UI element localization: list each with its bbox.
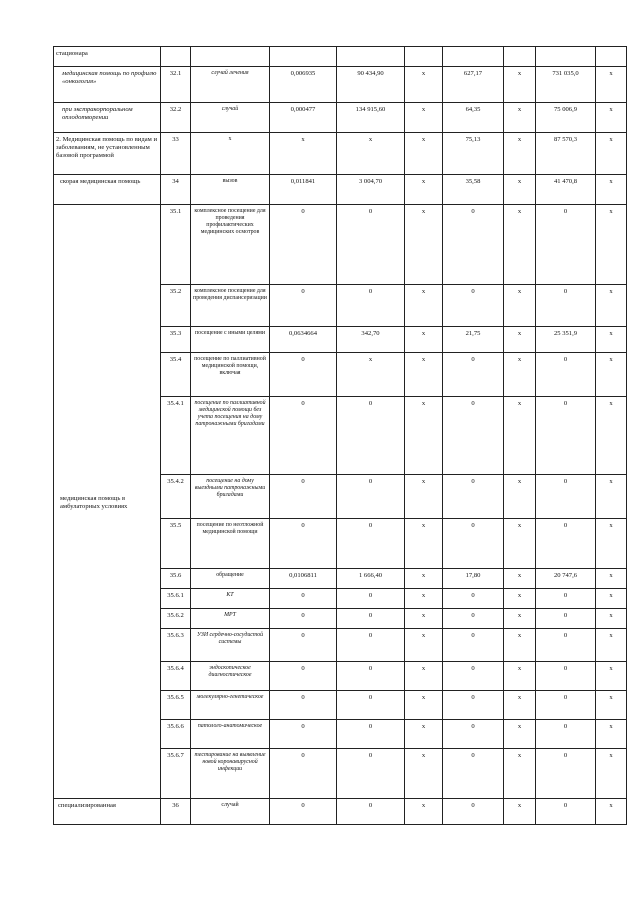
value-cell-c5: х [504, 175, 536, 205]
value-cell-c7: х [596, 175, 627, 205]
value-cell-c4: 0 [443, 397, 504, 475]
value-cell-c2: 3 004,70 [337, 175, 405, 205]
value-cell-c7: х [596, 327, 627, 353]
value-cell-c1: 0,0634664 [270, 327, 337, 353]
unit-of-measure: МРТ [191, 609, 270, 629]
value-cell-c7: х [596, 103, 627, 133]
table-body [54, 47, 627, 825]
value-cell-c2: х [337, 133, 405, 175]
value-cell-c5 [504, 47, 536, 67]
row-number: 35.6.3 [161, 629, 191, 662]
table-row [54, 133, 627, 175]
value-cell-c2: 0 [337, 662, 405, 691]
value-cell-c4: 0 [443, 475, 504, 519]
value-cell-c2: х [337, 353, 405, 397]
row-number: 35.5 [161, 519, 191, 569]
value-cell-c6: 75 006,9 [536, 103, 596, 133]
table-row [54, 103, 627, 133]
unit-of-measure: комплексное посещение для проведения диспансеризации [191, 285, 270, 327]
value-cell-c1 [270, 47, 337, 67]
value-cell-c1: 0 [270, 285, 337, 327]
table-row [54, 67, 627, 103]
value-cell-c1: 0 [270, 397, 337, 475]
value-cell-c2: 0 [337, 519, 405, 569]
value-cell-c4: 0 [443, 662, 504, 691]
value-cell-c7: х [596, 629, 627, 662]
value-cell-c3: х [405, 285, 443, 327]
value-cell-c6: 0 [536, 691, 596, 720]
value-cell-c5: х [504, 662, 536, 691]
value-cell-c5: х [504, 589, 536, 609]
value-cell-c4: 75,13 [443, 133, 504, 175]
unit-of-measure: посещение с иными целями [191, 327, 270, 353]
value-cell-c7: х [596, 397, 627, 475]
value-cell-c4: 0 [443, 609, 504, 629]
value-cell-c6: 0 [536, 519, 596, 569]
row-number: 35.6.6 [161, 720, 191, 749]
value-cell-c7: х [596, 720, 627, 749]
unit-of-measure: КТ [191, 589, 270, 609]
value-cell-c6: 0 [536, 353, 596, 397]
value-cell-c6: 731 035,0 [536, 67, 596, 103]
value-cell-c4: 0 [443, 353, 504, 397]
value-cell-c5: х [504, 519, 536, 569]
value-cell-c6: 0 [536, 749, 596, 799]
value-cell-c4: 0 [443, 749, 504, 799]
value-cell-c4 [443, 47, 504, 67]
value-cell-c1: 0 [270, 799, 337, 825]
value-cell-c4: 0 [443, 589, 504, 609]
table-row [54, 205, 627, 285]
value-cell-c5: х [504, 720, 536, 749]
value-cell-c5: х [504, 133, 536, 175]
value-cell-c1: 0 [270, 629, 337, 662]
value-cell-c5: х [504, 691, 536, 720]
table-row [54, 799, 627, 825]
value-cell-c6: 0 [536, 285, 596, 327]
value-cell-c2: 0 [337, 720, 405, 749]
value-cell-c3: х [405, 609, 443, 629]
value-cell-c5: х [504, 475, 536, 519]
value-cell-c4: 627,17 [443, 67, 504, 103]
value-cell-c7: х [596, 589, 627, 609]
value-cell-c7 [596, 47, 627, 67]
value-cell-c2: 134 915,60 [337, 103, 405, 133]
value-cell-c2: 0 [337, 629, 405, 662]
unit-of-measure [191, 47, 270, 67]
value-cell-c1: 0 [270, 589, 337, 609]
value-cell-c7: х [596, 799, 627, 825]
value-cell-c3 [405, 47, 443, 67]
value-cell-c2: 0 [337, 589, 405, 609]
value-cell-c4: 17,80 [443, 569, 504, 589]
value-cell-c6: 0 [536, 397, 596, 475]
value-cell-c5: х [504, 205, 536, 285]
value-cell-c1: 0 [270, 720, 337, 749]
unit-of-measure: случай лечения [191, 67, 270, 103]
row-number: 35.6.4 [161, 662, 191, 691]
value-cell-c2: 0 [337, 609, 405, 629]
value-cell-c3: х [405, 133, 443, 175]
unit-of-measure: молекулярно-генетическое [191, 691, 270, 720]
value-cell-c7: х [596, 749, 627, 799]
row-name: 2. Медицинская помощь по видам и заболеваниям, не установленным базовой программой [54, 133, 161, 175]
unit-of-measure: посещение по паллиативной медицинской помощи без учета посещения на дому патронажными бригадами [191, 397, 270, 475]
value-cell-c3: х [405, 662, 443, 691]
value-cell-c3: х [405, 691, 443, 720]
value-cell-c5: х [504, 609, 536, 629]
value-cell-c7: х [596, 475, 627, 519]
value-cell-c2: 342,70 [337, 327, 405, 353]
value-cell-c1: 0 [270, 205, 337, 285]
value-cell-c1: 0,011841 [270, 175, 337, 205]
row-number: 35.2 [161, 285, 191, 327]
value-cell-c3: х [405, 799, 443, 825]
unit-of-measure: патолого-анатомическое [191, 720, 270, 749]
row-number: 35.6 [161, 569, 191, 589]
unit-of-measure: посещение по паллиативной медицинской помощи, включая [191, 353, 270, 397]
value-cell-c7: х [596, 205, 627, 285]
value-cell-c4: 0 [443, 519, 504, 569]
row-number: 35.4.2 [161, 475, 191, 519]
value-cell-c6: 0 [536, 799, 596, 825]
value-cell-c7: х [596, 133, 627, 175]
value-cell-c2: 0 [337, 799, 405, 825]
row-name: скорая медицинская помощь [54, 175, 161, 205]
unit-of-measure: обращение [191, 569, 270, 589]
value-cell-c7: х [596, 662, 627, 691]
value-cell-c4: 64,35 [443, 103, 504, 133]
unit-of-measure: комплексное посещение для проведения профилактических медицинских осмотров [191, 205, 270, 285]
value-cell-c5: х [504, 569, 536, 589]
value-cell-c5: х [504, 327, 536, 353]
value-cell-c4: 0 [443, 205, 504, 285]
value-cell-c3: х [405, 175, 443, 205]
value-cell-c6: 20 747,6 [536, 569, 596, 589]
value-cell-c5: х [504, 397, 536, 475]
value-cell-c2: 0 [337, 397, 405, 475]
value-cell-c1: 0 [270, 662, 337, 691]
value-cell-c5: х [504, 103, 536, 133]
group-name: медицинская помощь в амбулаторных условиях [54, 205, 161, 799]
row-name: специализированная [54, 799, 161, 825]
value-cell-c3: х [405, 205, 443, 285]
row-number: 34 [161, 175, 191, 205]
value-cell-c3: х [405, 569, 443, 589]
value-cell-c3: х [405, 589, 443, 609]
value-cell-c4: 0 [443, 629, 504, 662]
row-number: 32.2 [161, 103, 191, 133]
unit-of-measure: эндоскопическое диагностическое [191, 662, 270, 691]
value-cell-c5: х [504, 67, 536, 103]
value-cell-c3: х [405, 720, 443, 749]
unit-of-measure: тестирование на выявление новой коронавирусной инфекции [191, 749, 270, 799]
value-cell-c2: 0 [337, 691, 405, 720]
value-cell-c5: х [504, 629, 536, 662]
value-cell-c7: х [596, 67, 627, 103]
table-row [54, 175, 627, 205]
value-cell-c6: 0 [536, 662, 596, 691]
value-cell-c6: 0 [536, 720, 596, 749]
row-number: 35.1 [161, 205, 191, 285]
value-cell-c1: 0 [270, 749, 337, 799]
value-cell-c5: х [504, 285, 536, 327]
value-cell-c6 [536, 47, 596, 67]
row-number: 35.3 [161, 327, 191, 353]
value-cell-c2: 0 [337, 285, 405, 327]
value-cell-c6: 41 470,8 [536, 175, 596, 205]
table-row [54, 47, 627, 67]
value-cell-c2: 0 [337, 475, 405, 519]
unit-of-measure: х [191, 133, 270, 175]
value-cell-c3: х [405, 397, 443, 475]
value-cell-c6: 0 [536, 609, 596, 629]
document-page [53, 46, 626, 825]
row-number: 35.4.1 [161, 397, 191, 475]
value-cell-c2 [337, 47, 405, 67]
unit-of-measure: случай [191, 103, 270, 133]
value-cell-c4: 0 [443, 691, 504, 720]
value-cell-c3: х [405, 353, 443, 397]
value-cell-c6: 0 [536, 589, 596, 609]
row-number: 35.6.1 [161, 589, 191, 609]
value-cell-c7: х [596, 569, 627, 589]
value-cell-c1: 0 [270, 353, 337, 397]
row-name: стационара [54, 47, 161, 67]
value-cell-c6: 87 570,3 [536, 133, 596, 175]
value-cell-c6: 25 351,9 [536, 327, 596, 353]
value-cell-c1: 0,0106811 [270, 569, 337, 589]
row-number: 35.4 [161, 353, 191, 397]
row-name: медицинская помощь по профилю «онкология» [54, 67, 161, 103]
value-cell-c4: 0 [443, 799, 504, 825]
unit-of-measure: посещение по неотложной медицинской помощи [191, 519, 270, 569]
value-cell-c6: 0 [536, 629, 596, 662]
row-number: 35.6.5 [161, 691, 191, 720]
value-cell-c3: х [405, 475, 443, 519]
value-cell-c3: х [405, 103, 443, 133]
row-name: при экстракорпоральном оплодотворении [54, 103, 161, 133]
value-cell-c2: 0 [337, 205, 405, 285]
value-cell-c5: х [504, 799, 536, 825]
value-cell-c3: х [405, 67, 443, 103]
value-cell-c6: 0 [536, 205, 596, 285]
value-cell-c7: х [596, 519, 627, 569]
value-cell-c4: 0 [443, 720, 504, 749]
value-cell-c7: х [596, 609, 627, 629]
value-cell-c1: 0,006935 [270, 67, 337, 103]
financing-table [53, 46, 627, 825]
value-cell-c7: х [596, 691, 627, 720]
value-cell-c4: 21,75 [443, 327, 504, 353]
value-cell-c6: 0 [536, 475, 596, 519]
row-number: 35.6.7 [161, 749, 191, 799]
value-cell-c1: 0 [270, 691, 337, 720]
unit-of-measure: УЗИ сердечно-сосудистой системы [191, 629, 270, 662]
row-number: 35.6.2 [161, 609, 191, 629]
value-cell-c4: 0 [443, 285, 504, 327]
value-cell-c2: 1 666,40 [337, 569, 405, 589]
row-number: 33 [161, 133, 191, 175]
value-cell-c2: 0 [337, 749, 405, 799]
row-number: 36 [161, 799, 191, 825]
value-cell-c1: 0,000477 [270, 103, 337, 133]
value-cell-c4: 35,58 [443, 175, 504, 205]
row-number [161, 47, 191, 67]
unit-of-measure: случай [191, 799, 270, 825]
unit-of-measure: вызов [191, 175, 270, 205]
value-cell-c1: 0 [270, 609, 337, 629]
row-number: 32.1 [161, 67, 191, 103]
value-cell-c1: 0 [270, 519, 337, 569]
value-cell-c3: х [405, 327, 443, 353]
value-cell-c2: 90 434,90 [337, 67, 405, 103]
value-cell-c5: х [504, 749, 536, 799]
value-cell-c3: х [405, 749, 443, 799]
value-cell-c7: х [596, 353, 627, 397]
value-cell-c5: х [504, 353, 536, 397]
value-cell-c7: х [596, 285, 627, 327]
value-cell-c3: х [405, 519, 443, 569]
value-cell-c1: 0 [270, 475, 337, 519]
value-cell-c1: х [270, 133, 337, 175]
unit-of-measure: посещение на дому выездными патронажными бригадами [191, 475, 270, 519]
value-cell-c3: х [405, 629, 443, 662]
